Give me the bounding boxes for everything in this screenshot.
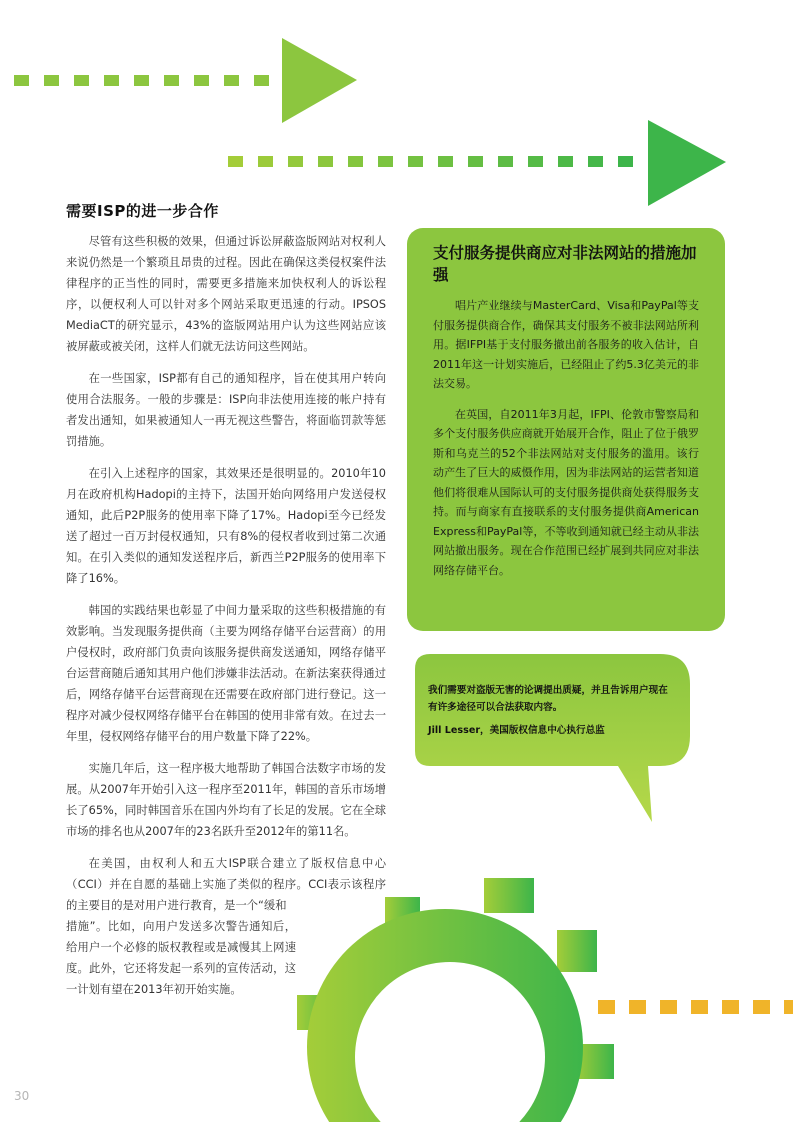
dash-segment xyxy=(164,75,179,86)
dash-segment xyxy=(14,75,29,86)
article-paragraph: 在一些国家，ISP都有自己的通知程序，旨在使其用户转向使用合法服务。一般的步骤是：ISP向非法使用连接的帐户持有者发出通知，如果被通知人一再无视这些警告，将面临罚款等惩罚措施。 xyxy=(66,372,386,448)
dash-segment xyxy=(194,75,209,86)
dash-segment xyxy=(318,156,333,167)
dash-segment xyxy=(598,1000,615,1014)
quote-author: Jill Lesser，美国版权信息中心执行总监 xyxy=(428,725,605,736)
dash-segment xyxy=(498,156,513,167)
dash-segment xyxy=(74,75,89,86)
dash-segment xyxy=(348,156,363,167)
sidebar-box-paragraph: 唱片产业继续与MasterCard、Visa和PayPal等支付服务提供商合作，确保其支付服务不被非法网站所利用。据IFPI基于支付服务撤出前各服务的收入估计，自2011年这一计划实施后，已经阻止了约5.3亿美元的非法交易。 xyxy=(433,299,699,390)
dash-segment xyxy=(228,156,243,167)
dash-segment xyxy=(691,1000,708,1014)
sidebar-box-paragraph: 在英国，自2011年3月起，IFPI、伦敦市警察局和多个支付服务供应商就开始展开合作，阻止了位于俄罗斯和乌克兰的52个非法网站对支付服务的滥用。该行动产生了巨大的威慑作用，因为非法网站的运营者知道他们将很难从国际认可的支付服务提供商处获得服务支持。而与商家有直接联系的支付服务提供商American Express和PayPal等，不等收到通知就已经主动从非法网站撤出服务。现在合作范围已经扩展到共同应对非法网络存储平台。 xyxy=(433,407,699,577)
article-paragraph: 韩国的实践结果也彰显了中间力量采取的这些积极措施的有效影响。当发现服务提供商（主要为网络存储平台运营商）的用户侵权时，政府部门负责向该服务提供商发送通知，网络存储平台运营商随后通知其用户他们涉嫌非法活动。在新法案获得通过后，网络存储平台运营商现在还需要在政府部门进行登记。这一程序对减少侵权网络存储平台在韩国的使用非常有效。在过去一年里，侵权网络存储平台的用户数量下降了22%。 xyxy=(66,604,386,743)
arrow-graphic-top xyxy=(14,38,357,123)
article-paragraph: 实施几年后，这一程序极大地帮助了韩国合法数字市场的发展。从2007年开始引入这一程序至2011年，韩国的音乐市场增长了65%，同时韩国音乐在国内外均有了长足的发展。它在全球市场的排名也从2007年的23名跃升至2012年的第11名。 xyxy=(66,762,386,838)
dash-segment xyxy=(618,156,633,167)
dash-segment xyxy=(378,156,393,167)
article-paragraph: 在引入上述程序的国家，其效果还是很明显的。2010年10月在政府机构Hadopi的主持下，法国开始向网络用户发送侵权通知，此后P2P服务的使用率下降了17%。Hadopi至今已经发送了超过一百万封侵权通知，只有8%的侵权者收到过第二次通知。在引入类似的通知发送程序后，新西兰P2P服务的使用率下降了16%。 xyxy=(66,467,386,585)
dash-segment xyxy=(288,156,303,167)
dash-line-bottom-right xyxy=(598,1000,793,1014)
dash-segment xyxy=(629,1000,646,1014)
dash-segment xyxy=(254,75,269,86)
dash-segment xyxy=(468,156,483,167)
quote-text: 我们需要对盗版无害的论调提出质疑，并且告诉用户现在有许多途径可以合法获取内容。 xyxy=(428,685,668,713)
article-paragraph: 在美国，由权利人和五大ISP联合建立了版权信息中心（CCI）并在自愿的基础上实施了类似的程序。CCI表示该程序的主要目的是对用户进行教育，是一个“缓和 xyxy=(66,857,386,912)
dash-segment xyxy=(44,75,59,86)
page-number: 30 xyxy=(14,1089,30,1103)
arrow-graphic-second xyxy=(228,120,726,206)
article-paragraph-continued: 措施”。比如，向用户发送多次警告通知后，给用户一个必修的版权教程或是减慢其上网速度。此外，它还将发起一系列的宣传活动，这一计划有望在2013年初开始实施。 xyxy=(66,920,296,996)
article-paragraph: 尽管有这些积极的效果，但通过诉讼屏蔽盗版网站对权利人来说仍然是一个繁琐且昂贵的过程。因此在确保这类侵权案件法律程序的正当性的同时，需要更多措施来加快权利人的诉讼程序，以便权利人可以针对多个网站采取更迅速的行动。IPSOS MediaCT的研究显示，43%的盗版网站用户认为这些网站应该被屏蔽或被关闭，这样人们就无法访问这些网站。 xyxy=(66,235,386,353)
dash-segment xyxy=(438,156,453,167)
section-title: 需要ISP的进一步合作 xyxy=(66,202,219,220)
quote-bubble xyxy=(415,654,690,822)
dash-segment xyxy=(784,1000,793,1014)
dash-segment xyxy=(588,156,603,167)
dash-segment xyxy=(408,156,423,167)
dash-segment xyxy=(134,75,149,86)
dash-segment xyxy=(224,75,239,86)
dash-segment xyxy=(660,1000,677,1014)
sidebar-box-title: 支付服务提供商应对非法网站的措施加强 xyxy=(433,244,697,284)
dash-segment xyxy=(722,1000,739,1014)
dash-segment xyxy=(258,156,273,167)
dash-segment xyxy=(104,75,119,86)
dash-segment xyxy=(528,156,543,167)
main-article xyxy=(66,200,386,1000)
dash-segment xyxy=(753,1000,770,1014)
sidebar-box xyxy=(407,228,725,631)
dash-segment xyxy=(558,156,573,167)
